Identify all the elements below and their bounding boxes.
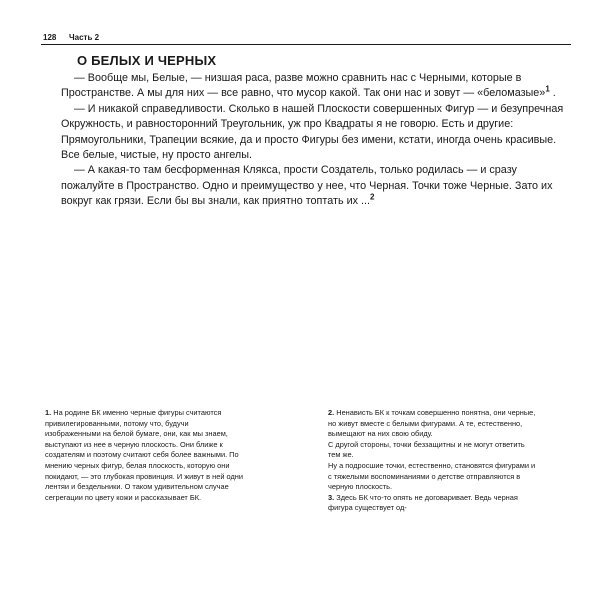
footnote-3-number: 3. (328, 492, 335, 502)
paragraph-3 (61, 163, 569, 209)
header-rule (41, 44, 571, 45)
footnote-ref-1[interactable]: 1 (545, 84, 550, 94)
footnote-2-paragraph-3: Ну а подросшие точки, естественно, становятся фигурами и с тяжелыми воспоминаниями о детстве отправляются в черную плоскость. (328, 460, 536, 492)
footnote-1-text: На родине БК именно черные фигуры считаются привилегированными, потому что, будучи изображенными на белой бумаге, они, как мы знаем, выступают из нее в черную плоскость. Они ближе к создателям и поэтому считают себя более важными. По мнению черных фигур, белая плоскость, которую они покидают, — это глубокая провинция. И живут в ней одни лентяи и бездельники. О таком удивительном случае сегрегации по цвету кожи и рассказывает БК. (45, 408, 243, 502)
footnote-3-text: Здесь БК что-то опять не договаривает. Ведь черная фигура существует од- (328, 492, 518, 513)
footnote-1 (45, 408, 243, 503)
main-text (61, 71, 569, 210)
footnote-2-number: 2. (328, 408, 335, 417)
footnote-2-text: Ненависть БК к точкам совершенно понятна, они черные, но живут вместе с белыми фигурами. А те, естественно, вымещают на них свою обиду. (328, 408, 536, 439)
footnote-ref-2[interactable]: 2 (370, 192, 375, 202)
footnote-2 (328, 408, 538, 440)
footnote-1-number: 1. (45, 408, 52, 417)
footnote-2-paragraph-2: С другой стороны, точки беззащитны и не могут ответить тем же. (328, 439, 525, 460)
running-head (41, 32, 571, 44)
paragraph-3-text: — А какая-то там бесформенная Клякса, прости Создатель, только родилась — и сразу пожалуйте в Пространство. Одно и преимущество у нее, что Черная. Точки тоже Черные. Зато их вокруг как грязи. Если бы вы знали, как приятно топтать их ... (61, 164, 553, 208)
section-title: О БЕЛЫХ И ЧЕРНЫХ (77, 53, 217, 68)
part-title: Часть 2 (69, 33, 100, 42)
page-number: 128 (43, 33, 57, 42)
paragraph-1: — Вообще мы, Белые, — низшая раса, разве можно сравнить нас с Черными, которые в Пространстве. А мы для них — все равно, что мусор какой. Так они нас и зовут — «беломазые»$^1$ . (61, 72, 556, 100)
footnotes-right-column (328, 408, 538, 514)
footnotes-left-column (45, 408, 243, 503)
footnote-3 (328, 493, 538, 514)
paragraph-2: — И никакой справедливости. Сколько в нашей Плоскости совершенных Фигур — и безупречная Окружность, и равносторонний Треугольник, уж про Квадраты я не говорю. Есть и другие: Прямоугольники, Трапеции всякие, да и просто Фигуры без имени, кстати, иногда очень красивые. Все белые, чистые, ну просто ангелы. (61, 102, 564, 162)
paragraph-1-text: — Вообще мы, Белые, — низшая раса, разве можно сравнить нас с Черными, которые в Пространстве. А мы для них — все равно, что мусор какой. Так они нас и зовут — «беломазые» (61, 72, 546, 100)
